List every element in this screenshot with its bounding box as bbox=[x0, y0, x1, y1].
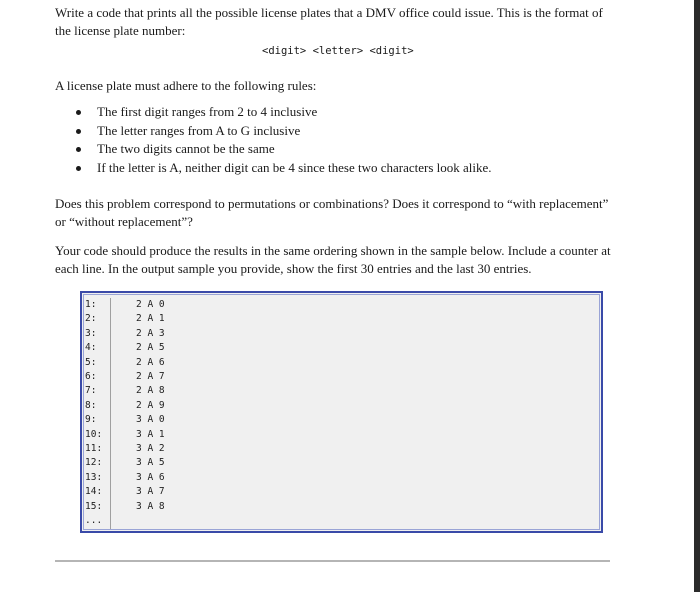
line-number: 3: bbox=[85, 327, 97, 339]
output-line: 2 A 6 bbox=[136, 356, 165, 368]
output-line: 3 A 7 bbox=[136, 486, 165, 498]
line-number: 15: bbox=[85, 500, 103, 512]
line-number: 4: bbox=[85, 342, 97, 354]
output-line: 2 A 8 bbox=[136, 385, 165, 397]
output-line: 2 A 9 bbox=[136, 399, 165, 411]
line-number: 5: bbox=[85, 356, 97, 368]
line-number: 14: bbox=[85, 486, 103, 498]
output-line: 3 A 5 bbox=[136, 457, 165, 469]
line-number: 9: bbox=[85, 414, 97, 426]
line-number: 13: bbox=[85, 471, 103, 483]
bullet-icon bbox=[76, 147, 81, 152]
output-line: 3 A 6 bbox=[136, 471, 165, 483]
rule-item: The first digit ranges from 2 to 4 inclusive bbox=[76, 103, 492, 122]
rule-item: The letter ranges from A to G inclusive bbox=[76, 122, 492, 141]
sample-output-box bbox=[80, 291, 603, 533]
output-line: 3 A 0 bbox=[136, 414, 165, 426]
line-number: 2: bbox=[85, 313, 97, 325]
rule-item: The two digits cannot be the same bbox=[76, 140, 492, 159]
rule-item: If the letter is A, neither digit can be 4 since these two characters look alike. bbox=[76, 159, 492, 178]
line-number: 1: bbox=[85, 299, 97, 310]
line-number: 10: bbox=[85, 428, 103, 440]
output-line: 2 A 5 bbox=[136, 342, 165, 354]
bullet-icon bbox=[76, 129, 81, 134]
output-line: 3 A 1 bbox=[136, 428, 165, 440]
question-paragraph: Does this problem correspond to permutations or combinations? Does it correspond to “with replacement” or “without replacement”? bbox=[55, 196, 609, 229]
horizontal-divider bbox=[55, 560, 610, 562]
output-line: 3 A 8 bbox=[136, 500, 165, 512]
plate-format: <digit> <letter> <digit> bbox=[262, 45, 414, 57]
line-number: 12: bbox=[85, 457, 103, 469]
bullet-icon bbox=[76, 110, 81, 115]
line-number: 8: bbox=[85, 399, 97, 411]
output-line: 2 A 3 bbox=[136, 327, 165, 339]
output-line: 2 A 1 bbox=[136, 313, 165, 325]
bullet-icon bbox=[76, 166, 81, 171]
output-line: 3 A 2 bbox=[136, 443, 165, 455]
output-line: 2 A 0 bbox=[136, 299, 165, 310]
output-lines bbox=[136, 298, 165, 514]
line-number: 11: bbox=[85, 443, 103, 455]
line-number: 6: bbox=[85, 371, 97, 383]
instructions-paragraph: Your code should produce the results in the same ordering shown in the sample below. Include a counter at each line. In the output sample you provide, show the first 30 entries and the last 30 entries. bbox=[55, 243, 611, 276]
line-number: 7: bbox=[85, 385, 97, 397]
output-line: 2 A 7 bbox=[136, 371, 165, 383]
line-number-gutter bbox=[85, 298, 111, 529]
window-edge bbox=[694, 0, 700, 592]
intro-paragraph: Write a code that prints all the possible license plates that a DMV office could issue. This is the format of the license plate number: bbox=[55, 5, 603, 38]
rules-list bbox=[76, 103, 492, 177]
line-number-ellipsis: ... bbox=[85, 515, 103, 527]
rules-intro: A license plate must adhere to the following rules: bbox=[55, 78, 317, 93]
